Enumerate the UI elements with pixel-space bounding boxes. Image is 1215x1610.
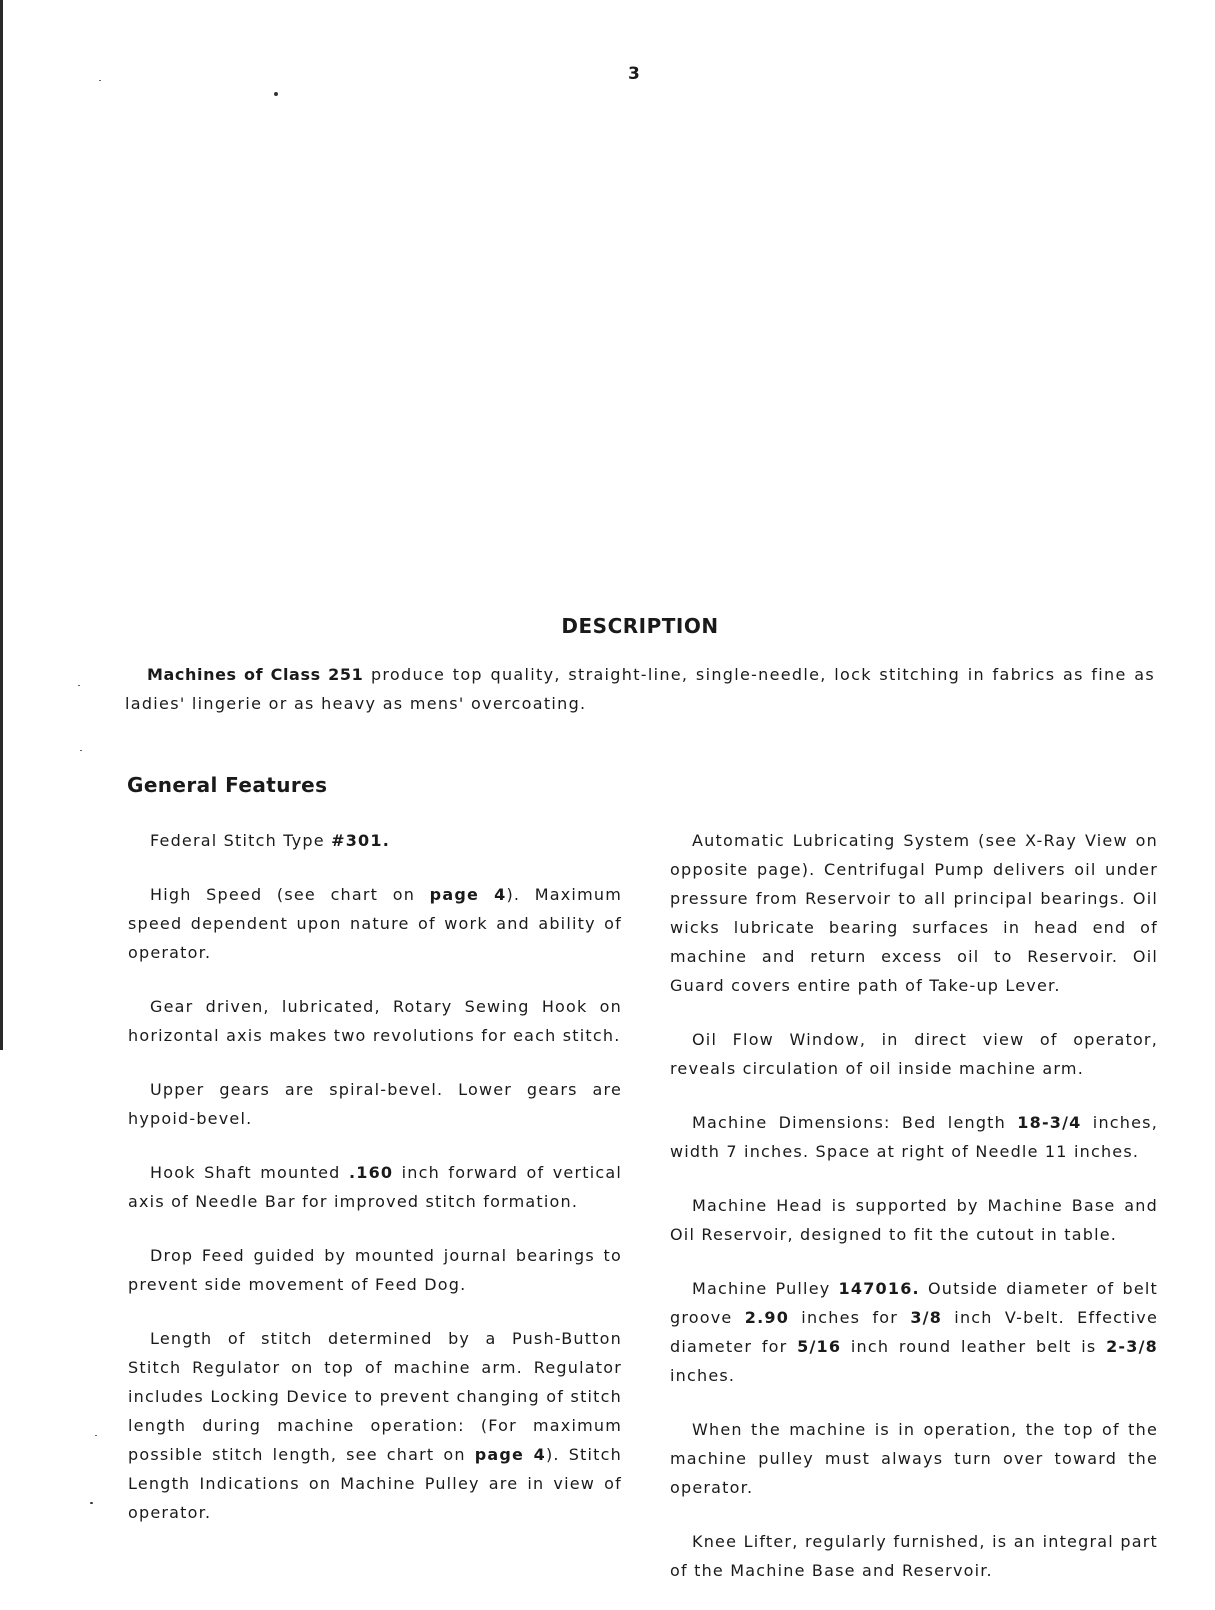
feature-paragraph: Drop Feed guided by mounted journal bearings to prevent side movement of Feed Dog. — [128, 1246, 622, 1294]
feature-paragraph: Machine Head is supported by Machine Base and Oil Reservoir, designed to fit the cutout in table. — [670, 1196, 1158, 1244]
features-left-column — [128, 826, 622, 1552]
feature-text: Machine Pulley — [692, 1279, 839, 1298]
scan-speck — [274, 92, 278, 96]
page-reference: page 4 — [474, 1445, 546, 1464]
feature-bold: 5/16 — [797, 1337, 842, 1356]
features-right-column — [670, 826, 1158, 1610]
feature-bold: 147016. — [838, 1279, 920, 1298]
section-title: DESCRIPTION — [561, 614, 719, 638]
scan-speck — [99, 80, 101, 81]
scan-speck — [95, 1435, 97, 1436]
feature-paragraph — [128, 1158, 622, 1216]
feature-paragraph: Knee Lifter, regularly furnished, is an integral part of the Machine Base and Reservoir. — [670, 1532, 1158, 1580]
feature-bold: 2-3/8 — [1106, 1337, 1158, 1356]
intro-text: produce top quality, straight-line, single-needle, lock stitching in fabrics as fine as ladies' lingerie or as heavy as mens' overcoating. — [125, 665, 1156, 713]
feature-text: Federal Stitch Type — [150, 831, 332, 850]
feature-paragraph — [670, 1108, 1158, 1166]
feature-text: inch round leather belt is — [841, 1337, 1107, 1356]
feature-text: inches, width 7 inches. Space at right of Needle 11 inches. — [670, 1113, 1158, 1161]
feature-text: inches. — [670, 1366, 736, 1385]
feature-paragraph: When the machine is in operation, the top of the machine pulley must always turn over toward the operator. — [670, 1420, 1158, 1497]
intro-lead: Machines of Class 251 — [147, 665, 364, 684]
feature-text: inches for — [789, 1308, 911, 1327]
feature-text: inch forward of vertical axis of Needle Bar for improved stitch formation. — [128, 1163, 622, 1211]
feature-text: ). Stitch Length Indications on Machine Pulley are in view of operator. — [128, 1445, 622, 1522]
feature-bold: .160 — [348, 1163, 394, 1182]
feature-paragraph: Oil Flow Window, in direct view of operator, reveals circulation of oil inside machine arm. — [670, 1030, 1158, 1078]
feature-paragraph — [128, 826, 622, 855]
feature-bold: 18-3/4 — [1017, 1113, 1082, 1132]
scan-speck — [80, 750, 82, 751]
scan-speck — [90, 1502, 93, 1504]
scan-left-edge-line — [0, 0, 3, 1050]
feature-bold: 3/8 — [910, 1308, 943, 1327]
feature-paragraph: Upper gears are spiral-bevel. Lower gears are hypoid-bevel. — [128, 1080, 622, 1128]
feature-text: ). Maximum speed dependent upon nature of work and ability of operator. — [128, 885, 622, 962]
feature-text: Machine Dimensions: Bed length — [692, 1113, 1018, 1132]
feature-text: High Speed (see chart on — [150, 885, 430, 904]
feature-paragraph: Automatic Lubricating System (see X-Ray View on opposite page). Centrifugal Pump delivers oil under pressure from Reservoir to all principal bearings. Oil wicks lubricate bearing surfaces in head end of machine and return excess oil to Reservoir. Oil Guard covers entire path of Take-up Lever. — [670, 831, 1158, 995]
feature-bold: 2.90 — [744, 1308, 790, 1327]
feature-paragraph — [128, 880, 622, 967]
intro-paragraph — [125, 660, 1155, 718]
feature-paragraph: Gear driven, lubricated, Rotary Sewing Hook on horizontal axis makes two revolutions for each stitch. — [128, 997, 622, 1045]
feature-text: Length of stitch determined by a Push-Button Stitch Regulator on top of machine arm. Regulator includes Locking Device to prevent changing of stitch length during machine operation: (For maximum possible stitch length, see chart on — [128, 1329, 622, 1464]
scan-speck — [78, 685, 80, 686]
page-reference: page 4 — [429, 885, 507, 904]
page-number: 3 — [628, 64, 640, 84]
general-features-heading: General Features — [127, 773, 328, 797]
feature-paragraph — [128, 1324, 622, 1527]
feature-bold: #301. — [331, 831, 390, 850]
feature-text: Hook Shaft mounted — [150, 1163, 349, 1182]
feature-text: Outside diameter of belt groove — [670, 1279, 1158, 1327]
feature-text: inch V-belt. Effective diameter for — [670, 1308, 1158, 1356]
feature-paragraph — [670, 1274, 1158, 1390]
